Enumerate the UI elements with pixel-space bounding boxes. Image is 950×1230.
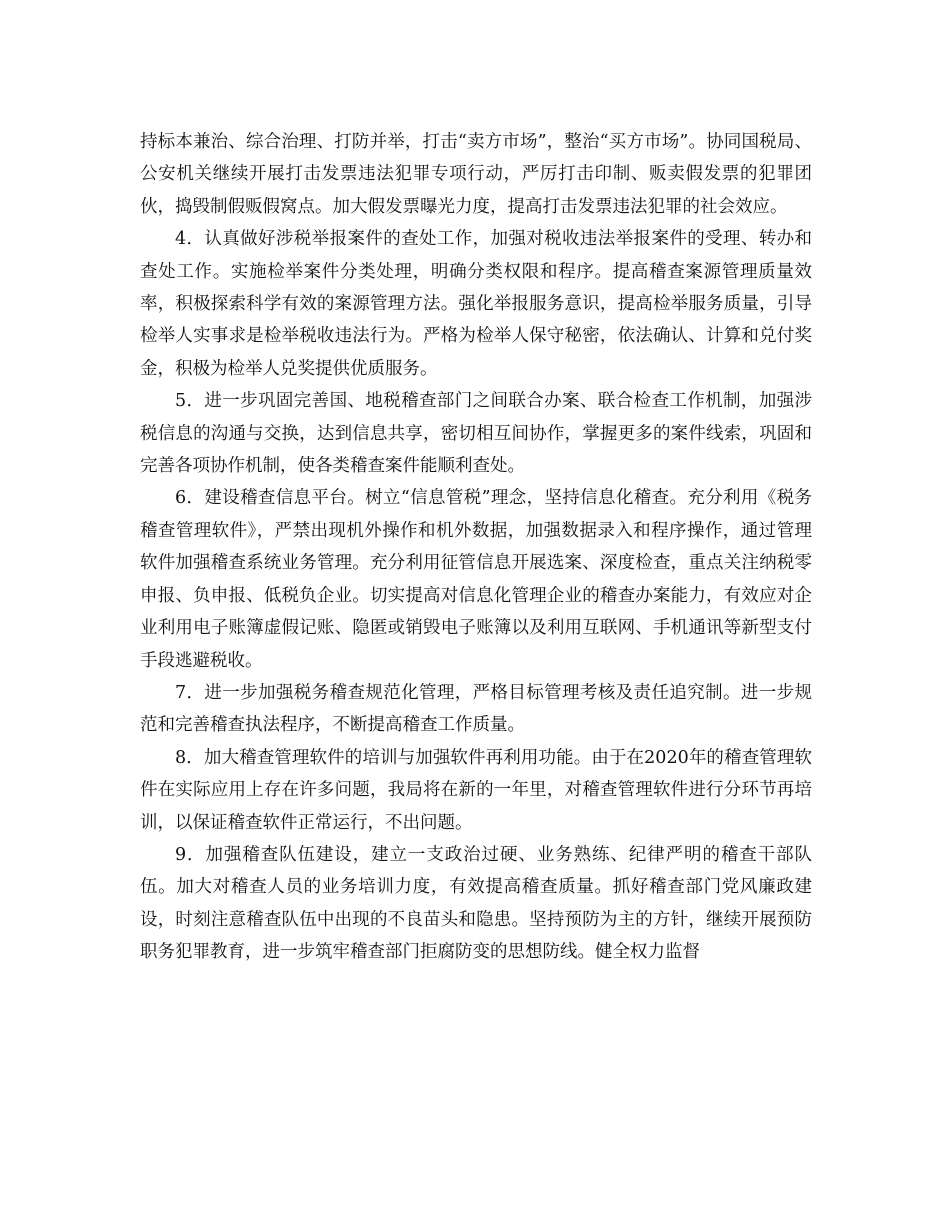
paragraph-item-8: 8．加大稽查管理软件的培训与加强软件再利用功能。由于在2020年的稽查管理软件在实际应用上存在许多问题，我局将在新的一年里，对稽查管理软件进行分环节再培训，以保证稽查软件正常运行，不出问题。 [140,747,812,833]
paragraph-item-6: 6．建设稽查信息平台。树立“信息管税”理念，坚持信息化稽查。充分利用《税务稽查管理软件》，严禁出现机外操作和机外数据，加强数据录入和程序操作，通过管理软件加强稽查系统业务管理。充分利用征管信息开展选案、深度检查，重点关注纳税零申报、负申报、低税负企业。切实提高对信息化管理企业的稽查办案能力，有效应对企业利用电子账簿虚假记账、隐匿或销毁电子账簿以及利用互联网、手机通讯等新型支付手段逃避税收。 [140,488,812,671]
paragraph-item-4: 4．认真做好涉税举报案件的查处工作，加强对税收违法举报案件的受理、转办和查处工作。实施检举案件分类处理，明确分类权限和程序。提高稽查案源管理质量效率，积极探索科学有效的案源管理方法。强化举报服务意识，提高检举服务质量，引导检举人实事求是检举税收违法行为。严格为检举人保守秘密，依法确认、计算和兑付奖金，积极为检举人兑奖提供优质服务。 [140,229,812,379]
paragraph-item-9: 9．加强稽查队伍建设，建立一支政治过硬、业务熟练、纪律严明的稽查干部队伍。加大对稽查人员的业务培训力度，有效提高稽查质量。抓好稽查部门党风廉政建设，时刻注意稽查队伍中出现的不良苗头和隐患。坚持预防为主的方针，继续开展预防职务犯罪教育，进一步筑牢稽查部门拒腐防变的思想防线。健全权力监督 [140,844,812,963]
paragraph-invoice-crackdown: 持标本兼治、综合治理、打防并举，打击“卖方市场”，整治“买方市场”。协同国税局、公安机关继续开展打击发票违法犯罪专项行动，严厉打击印制、贩卖假发票的犯罪团伙，捣毁制假贩假窝点。加大假发票曝光力度，提高打击发票违法犯罪的社会效应。 [140,132,812,217]
paragraph-item-7: 7．进一步加强税务稽查规范化管理，严格目标管理考核及责任追究制。进一步规范和完善稽查执法程序，不断提高稽查工作质量。 [140,682,812,736]
paragraph-item-5: 5．进一步巩固完善国、地税稽查部门之间联合办案、联合检查工作机制，加强涉税信息的沟通与交换，达到信息共享，密切相互间协作，掌握更多的案件线索，巩固和完善各项协作机制，使各类稽查案件能顺利查处。 [140,391,812,477]
document-body [140,126,812,969]
